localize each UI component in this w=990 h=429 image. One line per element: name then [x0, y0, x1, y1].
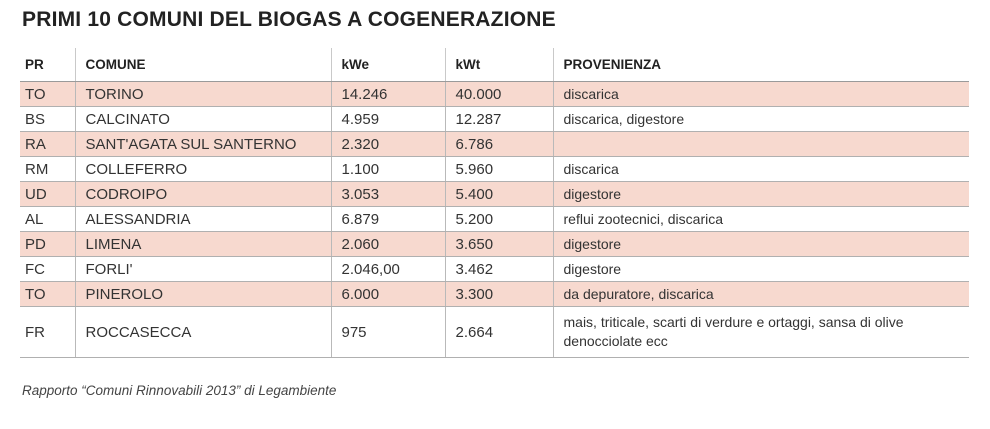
cell-provenienza — [553, 132, 969, 157]
cell-pr: FC — [20, 257, 75, 282]
table-body — [20, 82, 969, 358]
cell-kwt: 3.462 — [445, 257, 553, 282]
cell-comune: FORLI' — [75, 257, 331, 282]
cell-provenienza: reflui zootecnici, discarica — [553, 207, 969, 232]
cell-kwt: 5.960 — [445, 157, 553, 182]
header-kwe: kWe — [331, 48, 445, 82]
biogas-table — [20, 48, 969, 358]
table-row — [20, 257, 969, 282]
table-row — [20, 232, 969, 257]
cell-kwe: 3.053 — [331, 182, 445, 207]
cell-provenienza: digestore — [553, 182, 969, 207]
cell-kwe: 14.246 — [331, 82, 445, 107]
cell-kwt: 5.200 — [445, 207, 553, 232]
table-header-row — [20, 48, 969, 82]
table-row — [20, 282, 969, 307]
table-row — [20, 307, 969, 358]
table-row — [20, 132, 969, 157]
cell-kwt: 12.287 — [445, 107, 553, 132]
cell-kwe: 1.100 — [331, 157, 445, 182]
cell-comune: ROCCASECCA — [75, 307, 331, 358]
cell-kwe: 2.060 — [331, 232, 445, 257]
cell-pr: PD — [20, 232, 75, 257]
cell-provenienza: discarica — [553, 82, 969, 107]
cell-kwt: 6.786 — [445, 132, 553, 157]
cell-pr: TO — [20, 82, 75, 107]
cell-kwe: 2.320 — [331, 132, 445, 157]
cell-pr: BS — [20, 107, 75, 132]
header-kwt: kWt — [445, 48, 553, 82]
cell-comune: CODROIPO — [75, 182, 331, 207]
cell-provenienza: mais, triticale, scarti di verdure e ortaggi, sansa di olive denocciolate ecc — [553, 307, 969, 358]
table-row — [20, 107, 969, 132]
header-provenienza: PROVENIENZA — [553, 48, 969, 82]
cell-pr: UD — [20, 182, 75, 207]
table-row — [20, 182, 969, 207]
cell-comune: TORINO — [75, 82, 331, 107]
cell-pr: RM — [20, 157, 75, 182]
cell-kwe: 6.000 — [331, 282, 445, 307]
table-row — [20, 207, 969, 232]
cell-kwe: 2.046,00 — [331, 257, 445, 282]
cell-kwe: 6.879 — [331, 207, 445, 232]
cell-kwt: 3.300 — [445, 282, 553, 307]
cell-provenienza: discarica — [553, 157, 969, 182]
header-pr: PR — [20, 48, 75, 82]
cell-provenienza: da depuratore, discarica — [553, 282, 969, 307]
cell-kwt: 5.400 — [445, 182, 553, 207]
cell-provenienza: discarica, digestore — [553, 107, 969, 132]
page-title: PRIMI 10 COMUNI DEL BIOGAS A COGENERAZIONE — [22, 8, 556, 31]
cell-comune: ALESSANDRIA — [75, 207, 331, 232]
source-note: Rapporto “Comuni Rinnovabili 2013” di Legambiente — [22, 383, 337, 398]
cell-kwe: 4.959 — [331, 107, 445, 132]
cell-pr: TO — [20, 282, 75, 307]
cell-pr: FR — [20, 307, 75, 358]
cell-comune: LIMENA — [75, 232, 331, 257]
cell-kwt: 2.664 — [445, 307, 553, 358]
cell-comune: COLLEFERRO — [75, 157, 331, 182]
cell-provenienza: digestore — [553, 232, 969, 257]
cell-comune: CALCINATO — [75, 107, 331, 132]
cell-provenienza: digestore — [553, 257, 969, 282]
cell-kwt: 3.650 — [445, 232, 553, 257]
table-row — [20, 157, 969, 182]
table-row — [20, 82, 969, 107]
cell-pr: RA — [20, 132, 75, 157]
cell-kwe: 975 — [331, 307, 445, 358]
cell-comune: SANT'AGATA SUL SANTERNO — [75, 132, 331, 157]
cell-comune: PINEROLO — [75, 282, 331, 307]
header-comune: COMUNE — [75, 48, 331, 82]
cell-pr: AL — [20, 207, 75, 232]
cell-kwt: 40.000 — [445, 82, 553, 107]
